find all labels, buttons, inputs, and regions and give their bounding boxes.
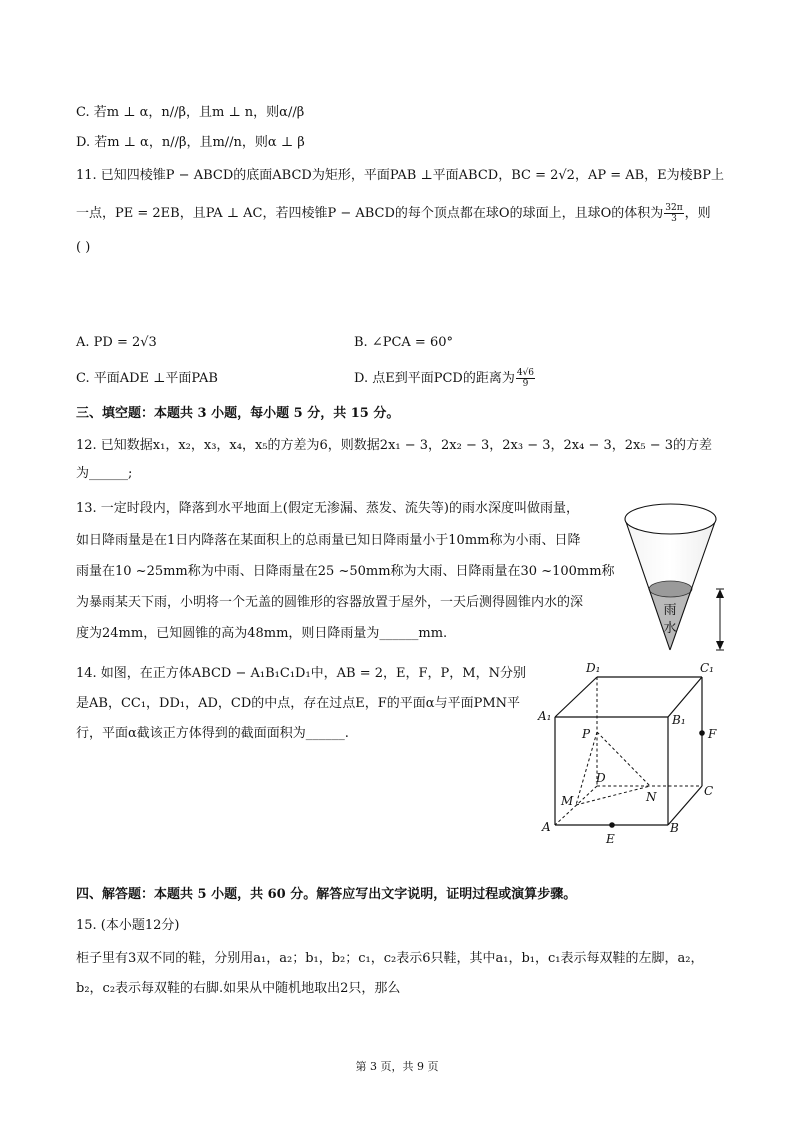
question-11-line1: 11. 已知四棱锥P − ABCD的底面ABCD为矩形，平面PAB ⊥平面ABCD，BC = 2√2，AP = AB，E为棱BP上 [76, 168, 724, 183]
question-14-line1: 14. 如图，在正方体ABCD − A₁B₁C₁D₁中，AB = 2，E，F，P，M，N分别 [76, 666, 526, 681]
sphere-volume-fraction [664, 203, 683, 224]
question-13-line3: 雨量在10 ~25mm称为中雨、日降雨量在25 ~50mm称为大雨、日降雨量在30 ~100mm称 [76, 564, 615, 579]
label-c1: C₁ [700, 661, 714, 675]
point-f [699, 730, 705, 736]
question-15-heading: 15. (本小题12分) [76, 918, 180, 933]
option-c-line: C. 若m ⊥ α，n//β，且m ⊥ n，则α//β [76, 105, 305, 120]
rain-cone-figure [620, 492, 730, 664]
question-12-line2: 为______; [76, 466, 133, 481]
distance-fraction [516, 368, 535, 389]
section-4-heading: 四、解答题：本题共 5 小题，共 60 分。解答应写出文字说明，证明过程或演算步骤。 [76, 887, 577, 902]
label-p: P [582, 727, 591, 741]
arrow-down-icon [716, 641, 724, 650]
water-body [649, 589, 692, 650]
question-13-line1: 13. 一定时段内，降落到水平地面上(假定无渗漏、蒸发、流失等)的雨水深度叫做雨量， [76, 501, 579, 516]
label-d: D [596, 771, 606, 785]
point-e [609, 822, 615, 828]
segment-pm [576, 732, 597, 805]
question-11-option-c: C. 平面ADE ⊥平面PAB [76, 371, 218, 386]
question-14-line3: 行，平面α截该正方体得到的截面面积为______. [76, 726, 349, 741]
label-b1: B₁ [672, 713, 686, 727]
label-m: M [561, 794, 574, 808]
fraction-numerator: 4√6 [516, 368, 535, 378]
label-c: C [704, 784, 714, 798]
question-11-line2-end: ，则 [684, 206, 711, 221]
question-12-line1: 12. 已知数据x₁，x₂，x₃，x₄，x₅的方差为6，则数据2x₁ − 3，2x₂ − 3，2x₃ − 3，2x₄ − 3，2x₅ − 3的方差 [76, 438, 713, 453]
label-a1: A₁ [538, 709, 552, 723]
water-surface [649, 581, 692, 597]
question-11-line2 [76, 203, 711, 224]
label-f: F [708, 727, 717, 741]
cone-rim [625, 504, 716, 534]
edge-a1d1 [555, 677, 597, 717]
question-11-option-a: A. PD = 2√3 [76, 335, 157, 350]
question-15-line1: 柜子里有3双不同的鞋，分别用a₁，a₂；b₁，b₂；c₁，c₂表示6只鞋，其中a₁，b₁，c₁表示每双鞋的左脚，a₂， [76, 951, 704, 966]
fraction-denominator: 3 [671, 214, 677, 224]
option-d-text: D. 点E到平面PCD的距离为 [354, 371, 515, 386]
question-11-option-d [354, 368, 536, 389]
question-11-paren: ( ) [76, 240, 91, 255]
water-label: 水 [663, 621, 677, 636]
question-11-option-b: B. ∠PCA = 60° [354, 335, 453, 350]
label-e: E [606, 832, 615, 846]
label-b: B [670, 821, 679, 835]
question-11-line2-text: 一点，PE = 2EB，且PA ⊥ AC，若四棱锥P − ABCD的每个顶点都在球O的球面上，且球O的体积为 [76, 206, 664, 221]
rain-label: 雨 [663, 603, 677, 618]
question-15-line2: b₂，c₂表示每双鞋的右脚.如果从中随机地取出2只，那么 [76, 981, 401, 996]
edge-cb [668, 786, 702, 825]
page-footer: 第 3 页，共 9 页 [355, 1060, 439, 1073]
label-d1: D₁ [586, 661, 601, 675]
label-a: A [542, 820, 551, 834]
question-14-line2: 是AB，CC₁，DD₁，AD，CD的中点，存在过点E，F的平面α与平面PMN平 [76, 696, 521, 711]
fraction-numerator: 32π [665, 203, 683, 213]
fraction-denominator: 9 [522, 379, 529, 389]
question-13-line5: 度为24mm，已知圆锥的高为48mm，则日降雨量为______mm. [76, 626, 448, 641]
option-d-line: D. 若m ⊥ α，n//β，且m//n，则α ⊥ β [76, 135, 305, 150]
question-13-line2: 如日降雨量是在1日内降落在某面积上的总雨量已知日降雨量小于10mm称为小雨、日降 [76, 533, 581, 548]
section-3-heading: 三、填空题：本题共 3 小题，每小题 5 分，共 15 分。 [76, 406, 400, 421]
cube-figure [520, 650, 730, 850]
question-13-line4: 为暴雨某天下雨，小明将一个无盖的圆锥形的容器放置于屋外，一天后测得圆锥内水的深 [76, 595, 584, 610]
arrow-up-icon [716, 589, 724, 598]
edge-c1b1 [668, 677, 702, 717]
label-n: N [646, 790, 657, 804]
